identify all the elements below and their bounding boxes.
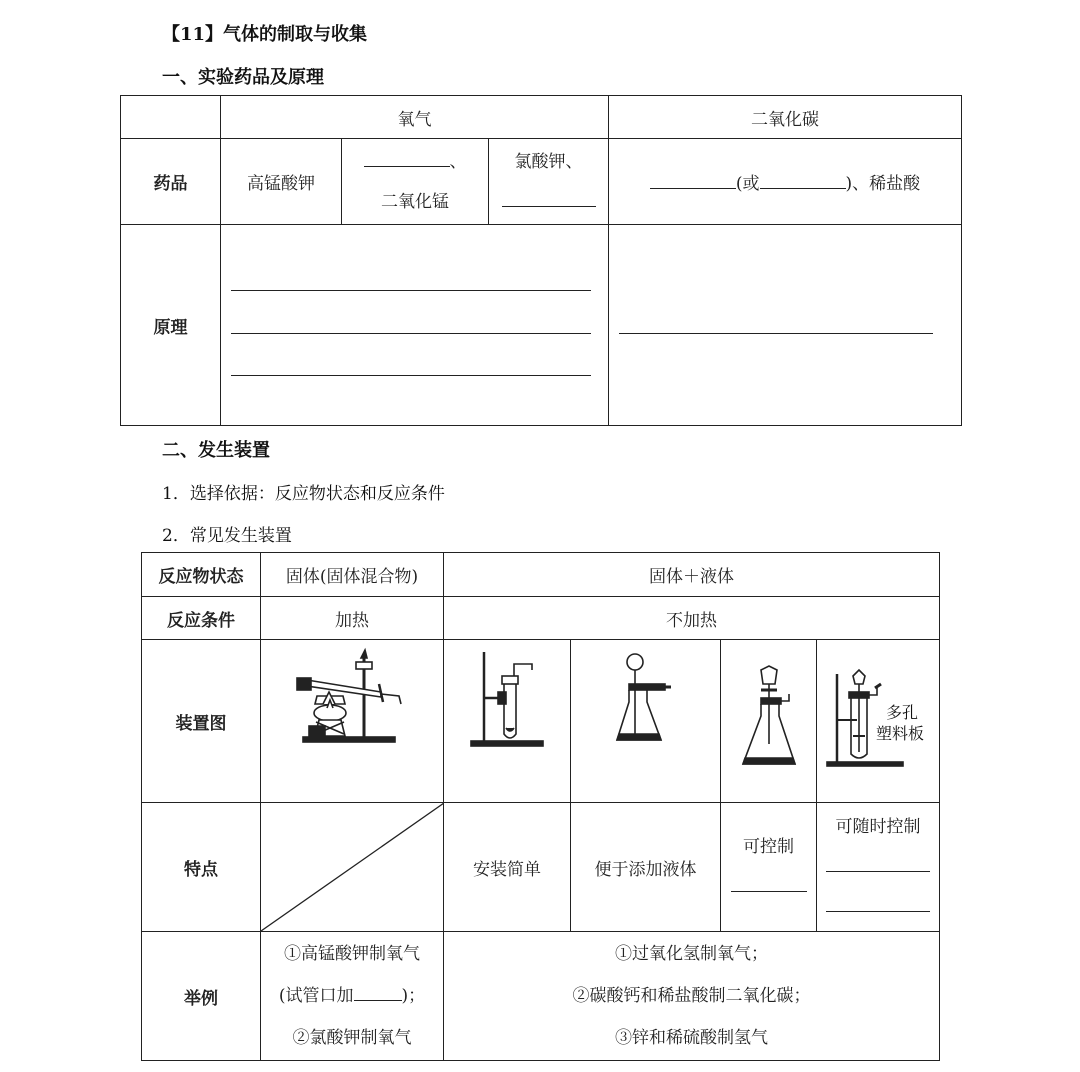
section2-item1: 1．选择依据：反应物状态和反应条件: [162, 484, 445, 504]
section2-item2: 2．常见发生装置: [162, 526, 292, 546]
diagonal-line: [261, 803, 444, 931]
porous-plate-label: 多孔 塑料板: [876, 703, 925, 743]
doc-title: 【11】气体的制取与收集: [162, 24, 368, 45]
t1-row-drugs-label: 药品: [121, 139, 221, 225]
t2-feat-heat-diagonal: [261, 803, 444, 932]
t2-row-example-label: 举例: [142, 932, 261, 1061]
section1-heading: 一、实验药品及原理: [162, 67, 324, 88]
table-generation-apparatus: [141, 552, 940, 1061]
t1-row-principle-label: 原理: [121, 225, 221, 426]
blank-line[interactable]: [760, 172, 846, 189]
t2-row-condition-label: 反应条件: [142, 597, 261, 640]
blank-line[interactable]: [502, 190, 596, 207]
t2-feat-anytime: 可随时控制: [817, 803, 940, 932]
blank-line[interactable]: [231, 333, 591, 334]
t1-header-o2: 氧气: [221, 96, 609, 139]
t2-fig-simple: [444, 640, 571, 803]
flask-long-neck-funnel-diagram: [571, 640, 721, 797]
t1-drug-co2: (或 )、稀盐酸: [609, 139, 962, 225]
heating-apparatus-diagram: [261, 640, 444, 797]
t2-state-solid-liquid: 固体＋液体: [444, 553, 940, 597]
t2-row-state-label: 反应物状态: [142, 553, 261, 597]
blank-line[interactable]: [364, 150, 450, 167]
t2-row-figure-label: 装置图: [142, 640, 261, 803]
t2-ex-heat: ①高锰酸钾制氧气 (试管口加 )； ②氯酸钾制氧气: [261, 932, 444, 1061]
blank-line[interactable]: [231, 375, 591, 376]
t2-state-solid: 固体(固体混合物): [261, 553, 444, 597]
blank-line[interactable]: [650, 172, 736, 189]
t1-principle-co2: [609, 225, 962, 426]
t1-drug-h2o2-mno2: 、 二氧化锰: [342, 139, 489, 225]
t2-fig-long-neck-funnel: [571, 640, 721, 803]
t1-drug-kmno4: 高锰酸钾: [221, 139, 342, 225]
t1-drug-kclo3: 氯酸钾、: [489, 139, 609, 225]
t2-fig-heating: [261, 640, 444, 803]
t1-header-co2: 二氧化碳: [609, 96, 962, 139]
blank-line[interactable]: [619, 333, 933, 334]
blank-line[interactable]: [826, 855, 930, 872]
t2-feat-simple: 安装简单: [444, 803, 571, 932]
t2-fig-separating-funnel: [721, 640, 817, 803]
section2-heading: 二、发生装置: [162, 440, 270, 461]
simple-test-tube-diagram: [444, 640, 571, 797]
t2-cond-heat: 加热: [261, 597, 444, 640]
t2-row-feature-label: 特点: [142, 803, 261, 932]
t2-feat-control: 可控制: [721, 803, 817, 932]
separating-funnel-diagram: [721, 640, 817, 797]
t2-cond-noheat: 不加热: [444, 597, 940, 640]
blank-line[interactable]: [826, 895, 930, 912]
t1-principle-o2: [221, 225, 609, 426]
table-reagents-principle: [120, 95, 962, 426]
blank-line[interactable]: [731, 875, 807, 892]
t1-corner-cell: [121, 96, 221, 139]
blank-line[interactable]: [231, 290, 591, 291]
t2-ex-noheat: ①过氧化氢制氧气； ②碳酸钙和稀盐酸制二氧化碳； ③锌和稀硫酸制氢气: [444, 932, 940, 1061]
blank-line[interactable]: [354, 984, 402, 1001]
t2-feat-add: 便于添加液体: [571, 803, 721, 932]
